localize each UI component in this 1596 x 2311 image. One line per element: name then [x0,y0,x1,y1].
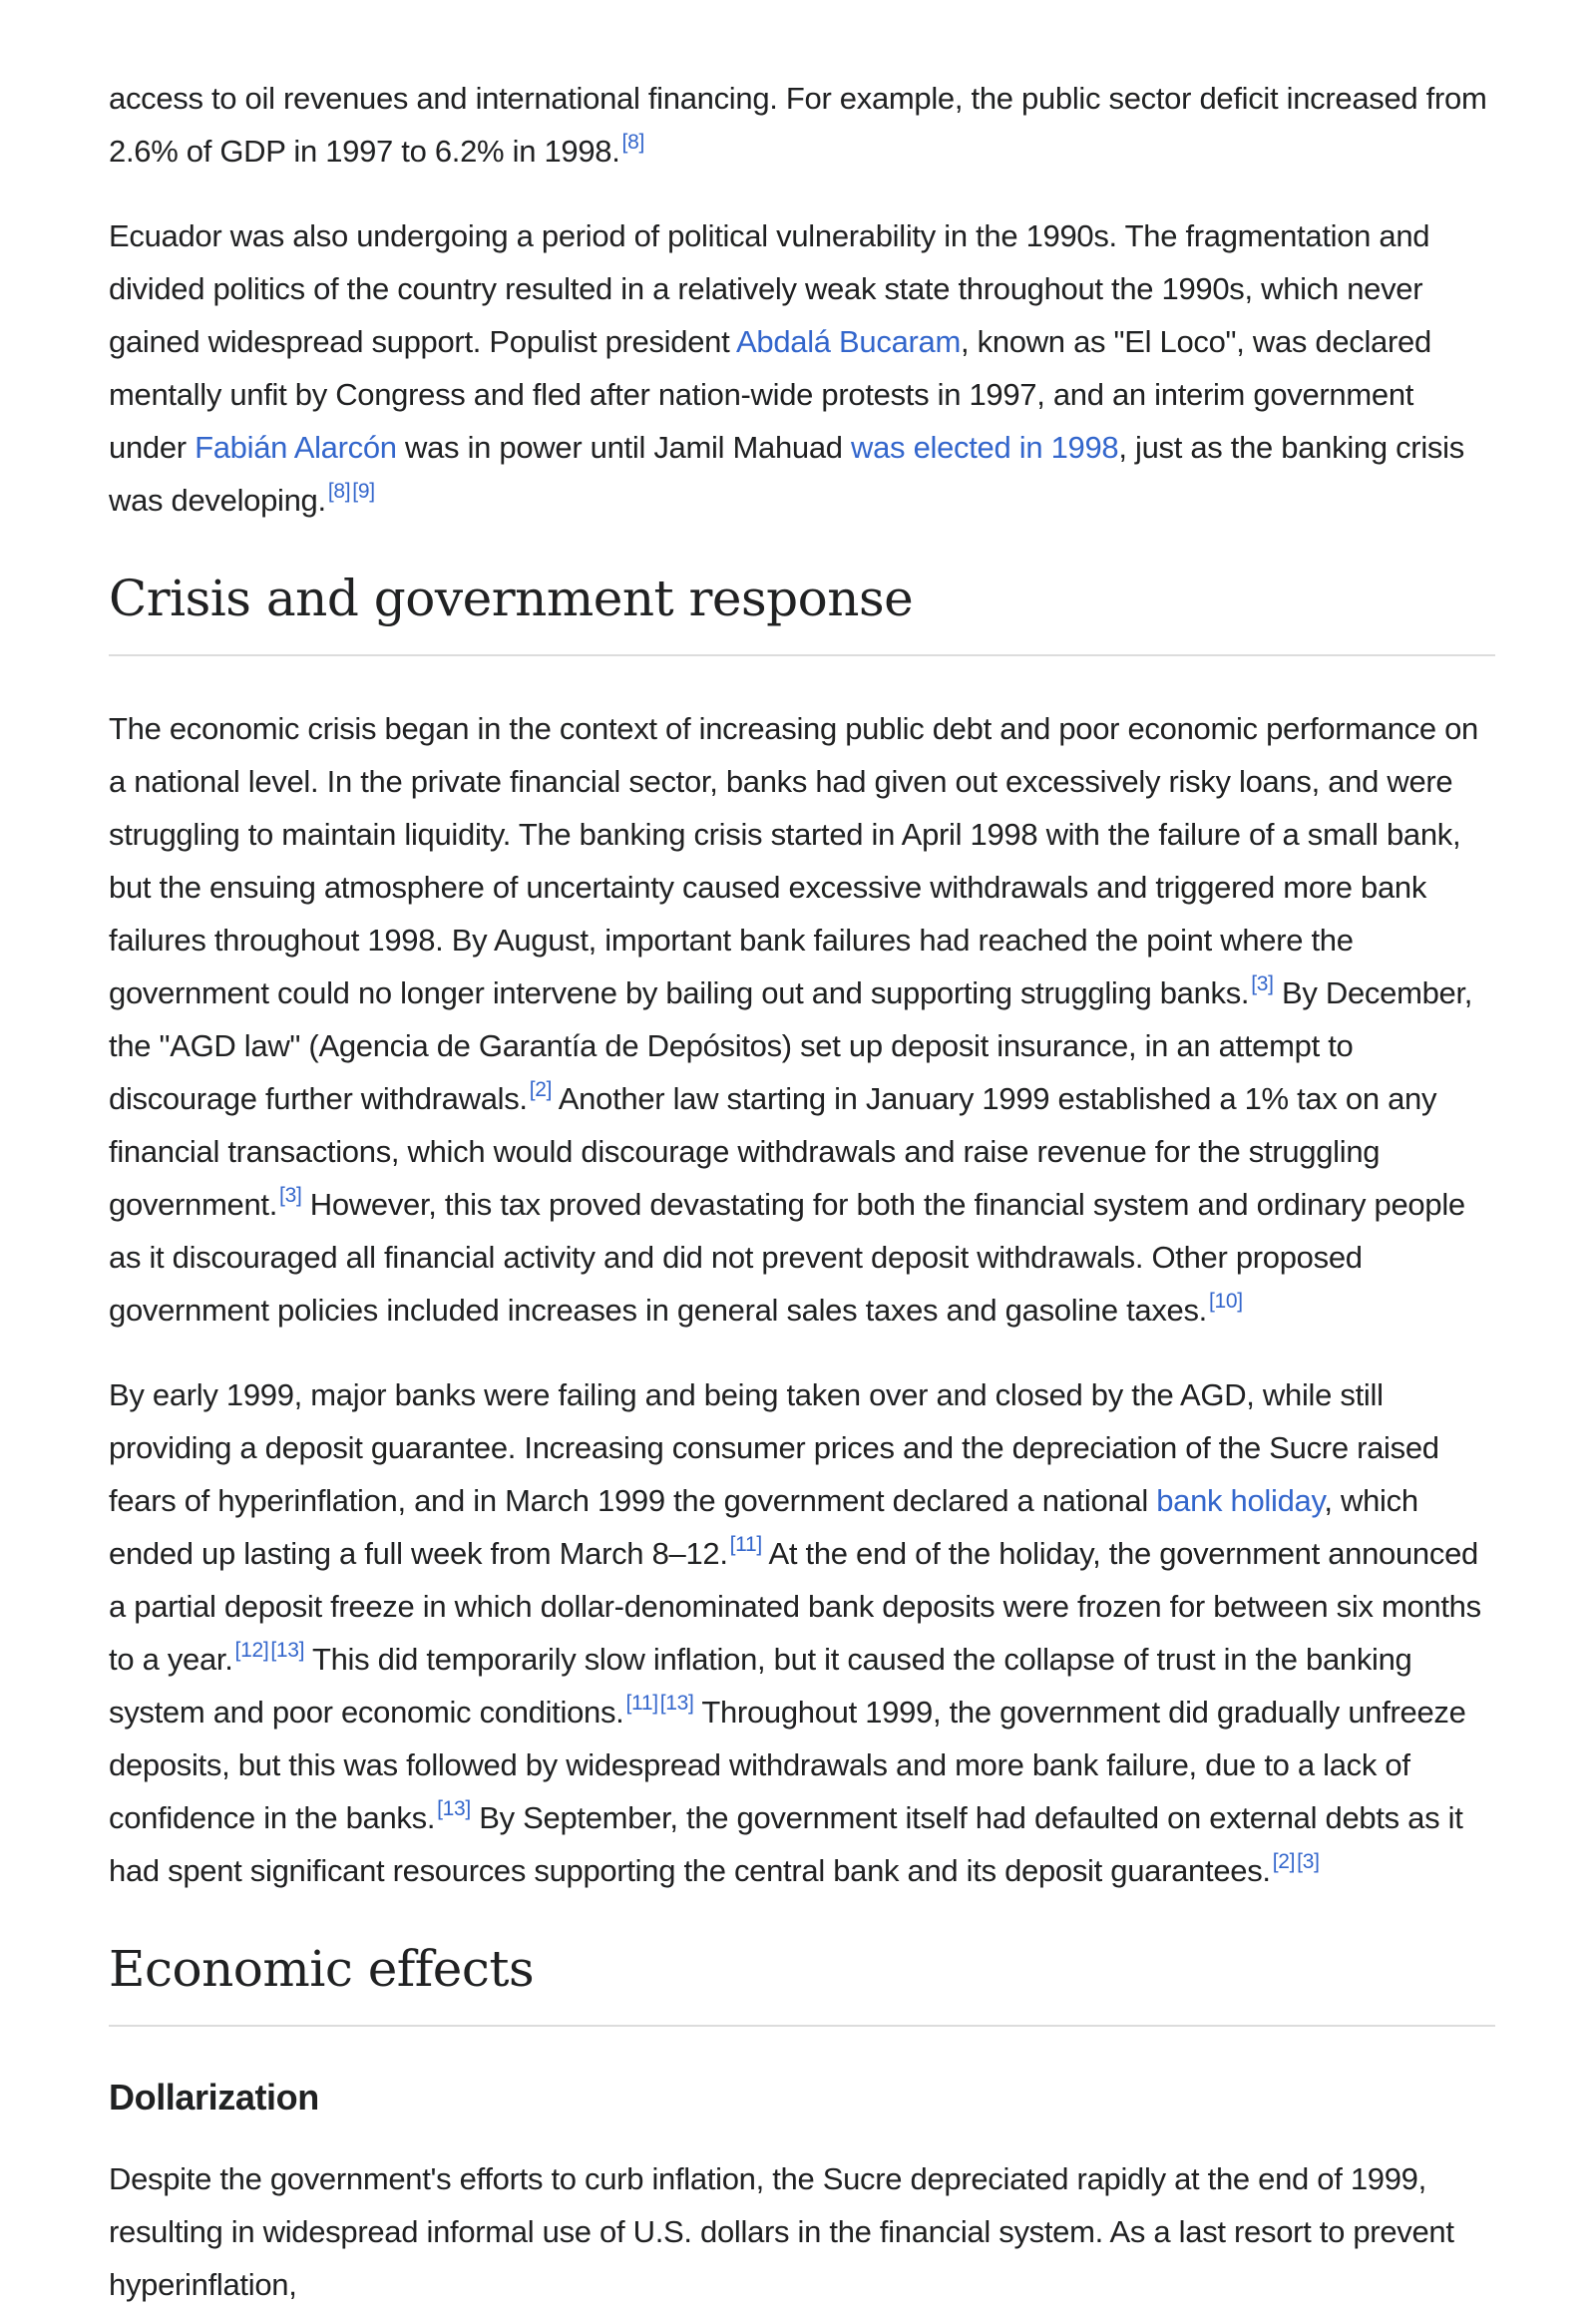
citation-13[interactable]: [13] [270,1639,305,1662]
citation-13[interactable]: [13] [437,1797,471,1820]
paragraph-bank-holiday [109,1368,1495,1897]
citation-3[interactable]: [3] [279,1184,302,1207]
text: access to oil revenues and international financing. For example, the public sector deficit increased from 2.6% of GDP in 1997 to 6.2% in 1998. [109,81,1487,169]
link-election-1998[interactable]: was elected in 1998 [851,430,1119,465]
text: The economic crisis began in the context of increasing public debt and poor economic performance on a national level. In the private financial sector, banks had given out excessively risky loans, and were struggling to maintain liquidity. The banking crisis started in April 1998 with the failure of a small bank, but the ensuing atmosphere of uncertainty caused excessive withdrawals and triggered more bank failures throughout 1998. By August, important bank failures had reached the point where the government could no longer intervene by bailing out and supporting struggling banks. [109,711,1478,1010]
citation-11[interactable]: [11] [625,1692,658,1715]
text: , which ended up lasting a full week from March 8–12. [109,1483,1418,1571]
paragraph-political [109,209,1495,527]
citation-8[interactable]: [8] [621,131,644,154]
text: was in power until Jamil Mahuad [396,430,852,465]
citation-11[interactable]: [11] [729,1533,762,1556]
citation-3[interactable]: [3] [1251,972,1274,995]
heading-crisis-response: Crisis and government response [109,569,1495,656]
text: This did temporarily slow inflation, but it caused the collapse of trust in the banking system and poor economic conditions. [109,1642,1412,1730]
text: Throughout 1999, the government did gradually unfreeze deposits, but this was followed by widespread withdrawals and more bank failure, due to a lack of confidence in the banks. [109,1695,1466,1835]
article-content [109,72,1495,2311]
text: By September, the government itself had defaulted on external debts as it had spent significant resources supporting the central bank and its deposit guarantees. [109,1800,1463,1888]
citation-3[interactable]: [3] [1297,1850,1320,1873]
text: By early 1999, major banks were failing and being taken over and closed by the AGD, while still providing a deposit guarantee. Increasing consumer prices and the depreciation of the Sucre raised fears of hyperinflation, and in March 1999 the government declared a national [109,1377,1439,1518]
heading-economic-effects: Economic effects [109,1939,1495,2027]
paragraph-crisis-begin [109,702,1495,1337]
citation-10[interactable]: [10] [1208,1290,1243,1313]
text: Another law starting in January 1999 established a 1% tax on any financial transactions, which would discourage withdrawals and raise revenue for the struggling government. [109,1081,1437,1222]
heading-dollarization: Dollarization [109,2077,319,2118]
text: However, this tax proved devastating for both the financial system and ordinary people as it discouraged all financial activity and did not prevent deposit withdrawals. Other proposed government policies included increases in general sales taxes and gasoline taxes. [109,1187,1465,1328]
citation-13[interactable]: [13] [659,1692,694,1715]
citation-2[interactable]: [2] [529,1078,553,1101]
link-fabian-alarcon[interactable]: Fabián Alarcón [195,430,397,465]
text: By December, the "AGD law" (Agencia de Garantía de Depósitos) set up deposit insurance, in an attempt to discourage further withdrawals. [109,975,1473,1116]
text: Ecuador was also undergoing a period of political vulnerability in the 1990s. The fragmentation and divided politics of the country resulted in a relatively weak state throughout the 1990s, which never gained widespread support. Populist president [109,218,1430,359]
citation-9[interactable]: [9] [352,480,375,503]
citation-8[interactable]: [8] [327,480,351,503]
text: At the end of the holiday, the government announced a partial deposit freeze in which dollar-denominated bank deposits were frozen for between six months to a year. [109,1536,1481,1677]
link-abdala-bucaram[interactable]: Abdalá Bucaram [736,324,962,359]
text: , known as "El Loco", was declared mentally unfit by Congress and fled after nation-wide protests in 1997, and an interim government under [109,324,1431,465]
paragraph-dollarization [109,2152,1495,2311]
text: Despite the government's efforts to curb inflation, the Sucre depreciated rapidly at the end of 1999, resulting in widespread informal use of U.S. dollars in the financial system. As a last resort to prevent hyperinflation, [109,2161,1454,2302]
paragraph-fiscal [109,72,1495,178]
text: , just as the banking crisis was developing. [109,430,1464,518]
citation-2[interactable]: [2] [1272,1850,1296,1873]
citation-12[interactable]: [12] [234,1639,269,1662]
link-bank-holiday[interactable]: bank holiday [1156,1483,1325,1518]
